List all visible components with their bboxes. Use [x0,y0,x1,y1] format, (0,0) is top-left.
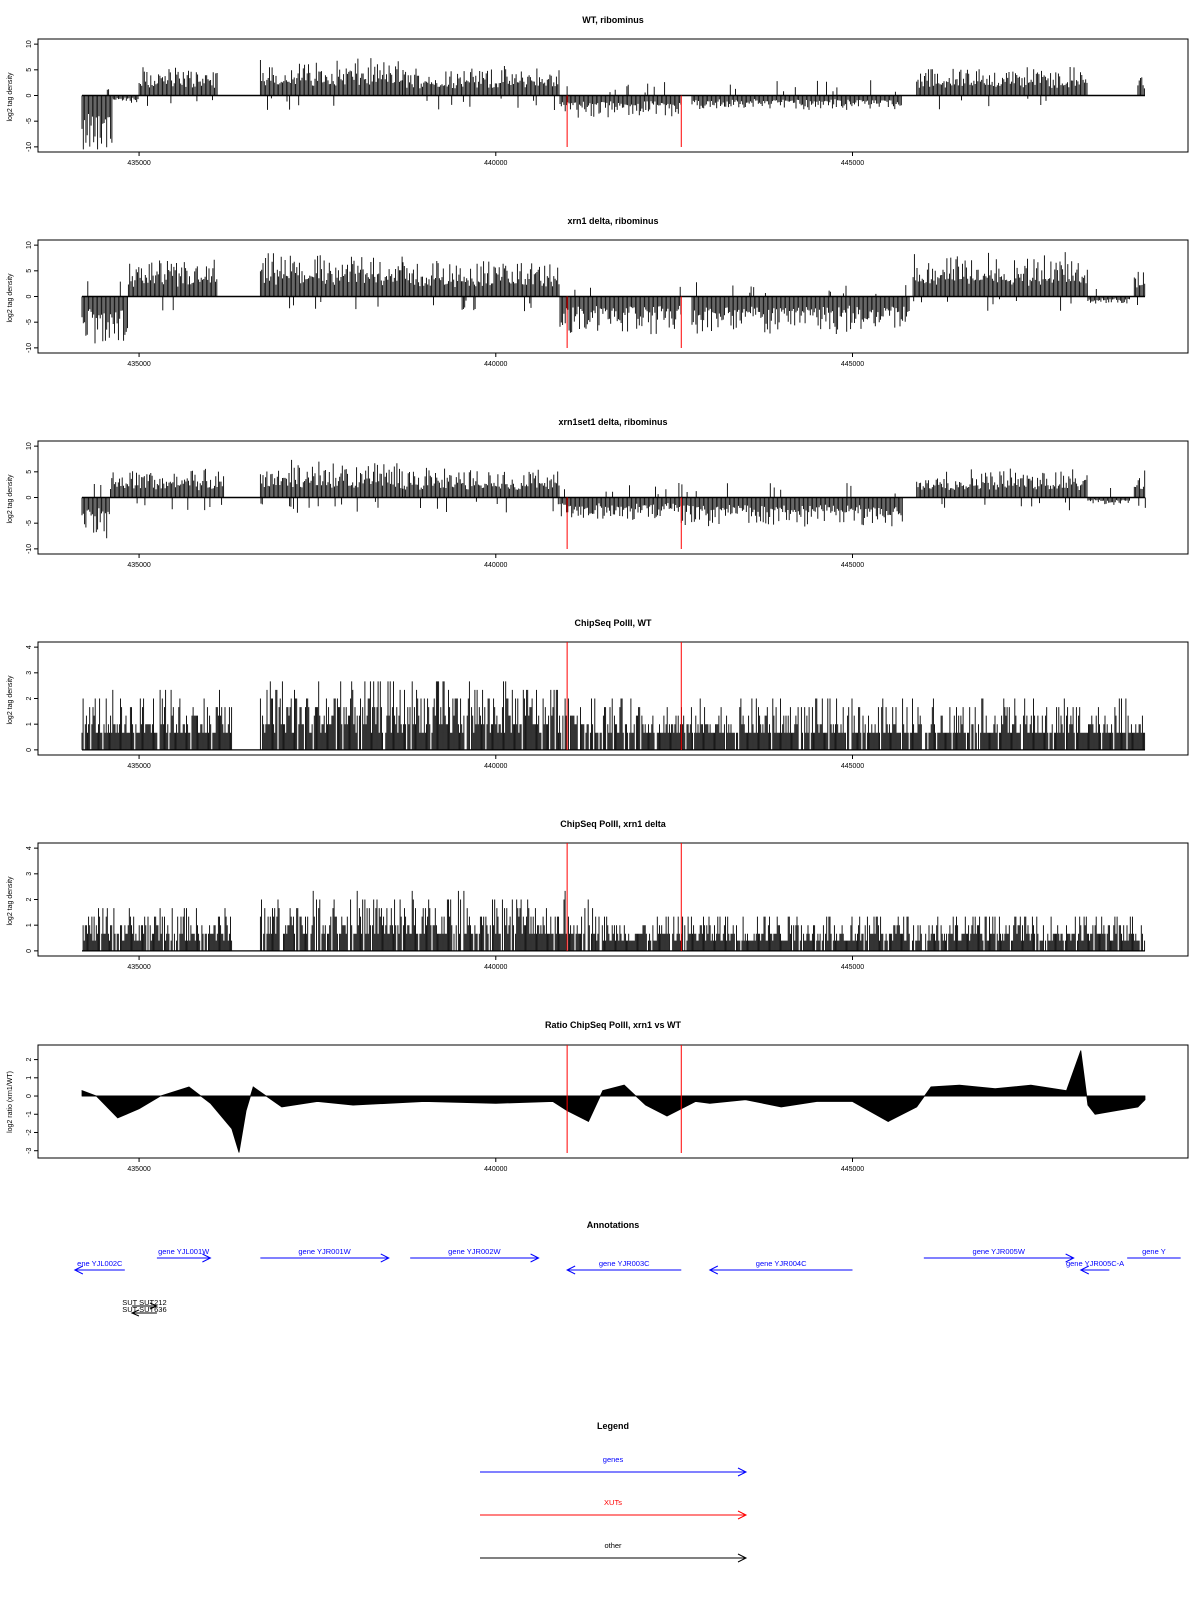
gene-label: gene YJR004C [755,1259,807,1268]
x-tick-label: 445000 [840,361,865,368]
signal-segment [917,469,1087,511]
gene-annotation [567,1259,681,1274]
y-axis [26,442,38,554]
y-tick-label: -10 [26,141,33,152]
ratio-area [82,1051,1145,1153]
y-tick-label: 0 [26,294,33,299]
signal-segment [260,253,402,309]
signal-segment [692,282,909,334]
gene-annotation [75,1259,125,1274]
signal-bars [917,469,1087,511]
x-tick-label: 445000 [840,763,865,770]
x-tick-label: 435000 [127,763,151,770]
y-axis-label: log2 tag density [7,876,14,926]
y-axis-label: log2 tag density [7,72,14,122]
panel-title: Ratio ChipSeq PolII, xrn1 vs WT [544,1020,682,1030]
legend-label: other [604,1541,622,1550]
signal-segment [82,281,128,343]
y-axis [26,241,38,353]
y-tick-label: -10 [26,543,33,554]
x-tick-label: 440000 [484,964,508,971]
y-tick-label: 0 [26,495,33,500]
y-tick-label: -2 [26,1129,33,1136]
x-axis [127,1158,864,1173]
signal-segment [403,66,559,110]
y-tick-label: -3 [26,1147,33,1154]
signal-bars [917,67,1087,109]
signal-segment [917,67,1087,109]
y-tick-label: 0 [26,948,33,953]
signal-bars [403,261,559,311]
gene-label: gene YJR001W [298,1247,351,1256]
y-tick-label: 3 [26,670,33,675]
panel-chipseq-wt [7,618,1188,770]
y-tick-label: -1 [26,1111,33,1118]
signal-bars [83,908,232,951]
signal-bars [260,891,594,951]
x-tick-label: 435000 [127,964,151,971]
y-tick-label: 0 [26,1094,33,1098]
signal-bars [692,282,909,334]
y-tick-label: 2 [26,897,33,902]
x-tick-label: 440000 [484,361,508,368]
signal-bars [403,66,559,110]
signal-segment [1088,488,1130,505]
y-tick-label: 5 [26,469,33,474]
signal-segment [111,469,224,510]
y-tick-label: 4 [26,645,33,650]
x-tick-label: 440000 [484,562,508,569]
y-axis [26,40,38,152]
legend-item-other [480,1541,746,1562]
signal-bars [1138,77,1145,95]
y-tick-label: 2 [26,1057,33,1062]
signal-segment [596,917,1145,951]
panel-title: xrn1set1 delta, ribominus [558,417,668,427]
gene-annotation [157,1247,211,1262]
signal-bars [596,917,1145,951]
other-annotation [122,1305,166,1316]
y-tick-label: 4 [26,846,33,851]
signal-bars [139,67,217,106]
x-tick-label: 435000 [127,361,151,368]
plot-area [26,642,1188,770]
x-tick-label: 440000 [484,160,508,167]
signal-bars [82,281,128,343]
legend-title: Legend [596,1421,630,1431]
x-axis [127,755,864,770]
panel-ratio [7,1020,1188,1173]
plot-area [26,843,1188,971]
x-tick-label: 435000 [127,160,151,167]
y-tick-label: -5 [26,520,33,527]
annotation-tracks [75,1247,1181,1316]
signal-bars [260,58,402,110]
signal-segment [82,89,112,149]
gene-label: gene Y [1142,1247,1166,1256]
signal-bars [111,469,224,510]
signal-segment [560,483,681,520]
signal-segment [560,82,681,118]
signal-bars [681,483,902,526]
y-axis-label: log2 ratio (xrn1/WT) [7,1071,14,1133]
annotations-title: Annotations [586,1220,640,1230]
y-tick-label: 10 [26,241,33,250]
gene-annotation [1066,1259,1124,1274]
y-tick-label: 2 [26,696,33,701]
signal-bars [260,253,402,309]
y-axis [26,846,38,953]
y-tick-label: 0 [26,93,33,98]
x-axis [127,956,864,971]
other-label: SUT SUT636 [122,1305,167,1314]
signal-bars [913,252,1087,311]
panel-wt-ribominus [7,15,1188,167]
panel-chipseq-xrn1 [7,819,1188,971]
signal-segment [128,260,216,311]
signal-bars [82,89,112,149]
signal-segment [403,261,559,311]
signal-bars [128,260,216,311]
panel-title: ChipSeq PolII, xrn1 delta [560,819,666,829]
signal-segment [1134,272,1144,305]
panel-xrn1set1-ribominus [7,417,1188,569]
signal-segment [260,681,594,749]
gene-annotation [260,1247,388,1262]
signal-segment [260,460,402,513]
legend-label: genes [602,1455,624,1464]
gene-label: gene YJR005C-A [1065,1259,1125,1268]
legend [480,1421,746,1562]
y-tick-label: 10 [26,442,33,451]
y-axis [26,1058,38,1154]
y-tick-label: -5 [26,118,33,125]
plot-area [26,441,1188,569]
signal-segment [260,891,594,951]
y-axis [26,645,38,752]
y-tick-label: 1 [26,923,33,928]
other-label: SUT SUT212 [122,1298,167,1307]
gene-label: gene YJR002W [448,1247,501,1256]
x-tick-label: 445000 [840,964,865,971]
gene-annotation [1127,1247,1181,1258]
signal-bars [1088,488,1130,505]
signal-segment [83,908,232,951]
signal-segment [260,58,402,110]
signal-bars [1134,471,1145,508]
signal-segment [112,96,138,103]
legend-item-xuts [480,1498,746,1519]
signal-segment [1134,471,1145,508]
panel-xrn1-ribominus [7,216,1188,368]
y-tick-label: -10 [26,342,33,353]
plot-area [26,240,1188,368]
x-tick-label: 445000 [840,562,865,569]
gene-annotation [410,1247,538,1262]
x-tick-label: 445000 [840,1166,865,1173]
x-tick-label: 445000 [840,160,865,167]
signal-segment [1138,77,1145,95]
x-tick-label: 440000 [484,1166,508,1173]
signal-bars [82,690,232,750]
signal-bars [1134,272,1144,305]
signal-segment [403,468,559,513]
panel-title: xrn1 delta, ribominus [567,216,659,226]
y-tick-label: -5 [26,319,33,326]
panel-title: WT, ribominus [582,15,644,25]
x-axis [127,353,864,368]
panel-title: ChipSeq PolII, WT [574,618,652,628]
gene-label: ene YJL002C [77,1259,123,1268]
signal-segment [560,287,681,334]
y-tick-label: 3 [26,871,33,876]
signal-bars [260,681,594,749]
signal-bars [112,96,138,103]
signal-bars [403,468,559,513]
annotations-panel [75,1220,1181,1316]
signal-bars [560,287,681,334]
signal-bars [82,484,109,538]
signal-segment [681,483,902,526]
x-tick-label: 435000 [127,562,151,569]
signal-segment [913,252,1087,311]
signal-segment [596,699,1145,750]
legend-label: XUTs [604,1498,622,1507]
x-axis [127,554,864,569]
legend-item-genes [480,1455,746,1476]
gene-label: gene YJL001W [158,1247,210,1256]
y-tick-label: 1 [26,1075,33,1080]
y-tick-label: 5 [26,268,33,273]
signal-segment [82,484,109,538]
y-tick-label: 5 [26,67,33,72]
x-tick-label: 435000 [127,1166,151,1173]
x-axis [127,152,864,167]
gene-label: gene YJR003C [598,1259,650,1268]
plot-area [26,1045,1188,1173]
signal-segment [139,67,217,106]
plot-area [26,39,1188,167]
gene-label: gene YJR005W [972,1247,1025,1256]
signal-bars [260,460,402,513]
gene-annotation [924,1247,1074,1262]
y-axis-label: log2 tag density [7,474,14,524]
gene-annotation [710,1259,853,1274]
y-tick-label: 0 [26,747,33,752]
x-tick-label: 440000 [484,763,508,770]
signal-segment [82,690,232,750]
y-axis-label: log2 tag density [7,273,14,323]
y-tick-label: 10 [26,40,33,49]
signal-bars [560,82,681,118]
signal-bars [560,483,681,520]
signal-bars [596,699,1145,750]
y-axis-label: log2 tag density [7,675,14,725]
y-tick-label: 1 [26,722,33,727]
